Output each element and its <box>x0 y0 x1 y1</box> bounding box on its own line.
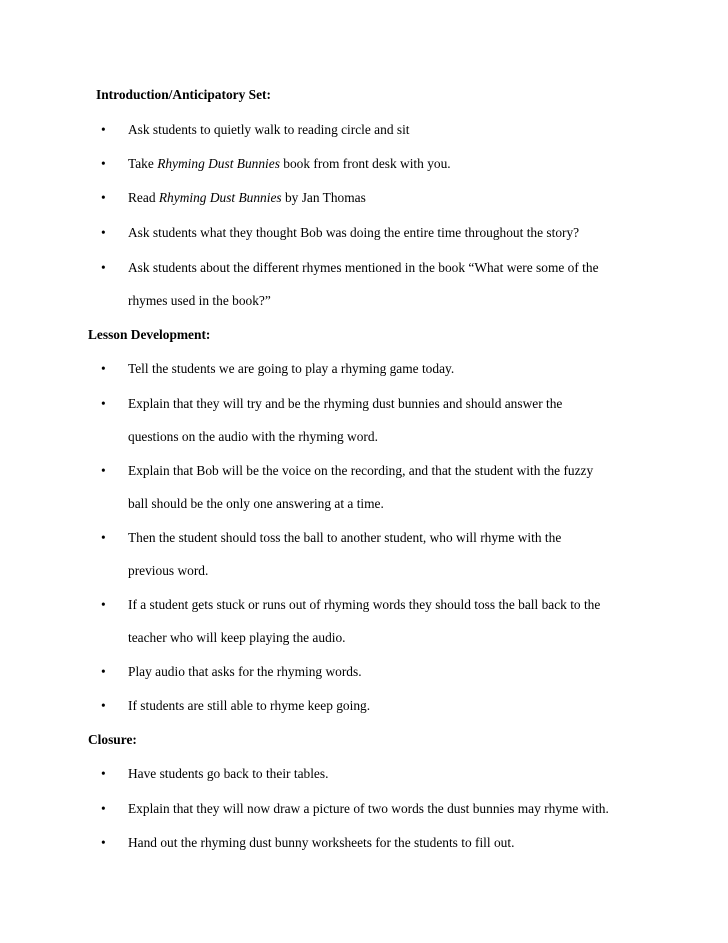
bullet-marker: • <box>101 225 106 240</box>
list-item: Explain that Bob will be the voice on the recording, and that the student with the fuzzy <box>128 463 594 478</box>
bullet-marker: • <box>101 122 106 137</box>
bullet-marker: • <box>101 463 106 478</box>
bullet-marker: • <box>101 396 106 411</box>
bullet-marker: • <box>101 260 106 275</box>
list-item-continuation: previous word. <box>128 563 209 578</box>
list-item-continuation: teacher who will keep playing the audio. <box>128 630 346 645</box>
bullet-marker: • <box>101 801 106 816</box>
bullet-marker: • <box>101 597 106 612</box>
list-item: Explain that they will try and be the rhyming dust bunnies and should answer the <box>128 396 563 411</box>
list-item: Read Rhyming Dust Bunnies by Jan Thomas <box>128 190 366 205</box>
list-item: Have students go back to their tables. <box>128 766 329 781</box>
section-heading-lesson-development: Lesson Development: <box>88 327 211 342</box>
list-item-continuation: rhymes used in the book?” <box>128 293 271 308</box>
list-item: Ask students what they thought Bob was doing the entire time throughout the story? <box>128 225 580 240</box>
bullet-marker: • <box>101 698 106 713</box>
list-item-continuation: questions on the audio with the rhyming word. <box>128 429 378 444</box>
list-item-continuation: ball should be the only one answering at a time. <box>128 496 384 511</box>
section-heading-closure: Closure: <box>88 732 137 747</box>
list-item: Take Rhyming Dust Bunnies book from front desk with you. <box>128 156 451 171</box>
section-heading-introduction: Introduction/Anticipatory Set: <box>96 87 271 102</box>
bullet-marker: • <box>101 190 106 205</box>
list-item: Play audio that asks for the rhyming words. <box>128 664 362 679</box>
list-item: Explain that they will now draw a picture of two words the dust bunnies may rhyme with. <box>128 801 609 816</box>
book-title: Rhyming Dust Bunnies <box>158 190 282 205</box>
bullet-marker: • <box>101 835 106 850</box>
bullet-marker: • <box>101 766 106 781</box>
list-item: Ask students about the different rhymes mentioned in the book “What were some of the <box>128 260 599 275</box>
list-item: Hand out the rhyming dust bunny worksheets for the students to fill out. <box>128 835 515 850</box>
bullet-marker: • <box>101 156 106 171</box>
bullet-marker: • <box>101 664 106 679</box>
list-item: Then the student should toss the ball to another student, who will rhyme with the <box>128 530 562 545</box>
list-item: If a student gets stuck or runs out of rhyming words they should toss the ball back to the <box>128 597 601 612</box>
book-title: Rhyming Dust Bunnies <box>157 156 280 171</box>
bullet-marker: • <box>101 530 106 545</box>
list-item: Ask students to quietly walk to reading circle and sit <box>128 122 410 137</box>
list-item: Tell the students we are going to play a rhyming game today. <box>128 361 455 376</box>
list-item: If students are still able to rhyme keep going. <box>128 698 371 713</box>
bullet-marker: • <box>101 361 106 376</box>
